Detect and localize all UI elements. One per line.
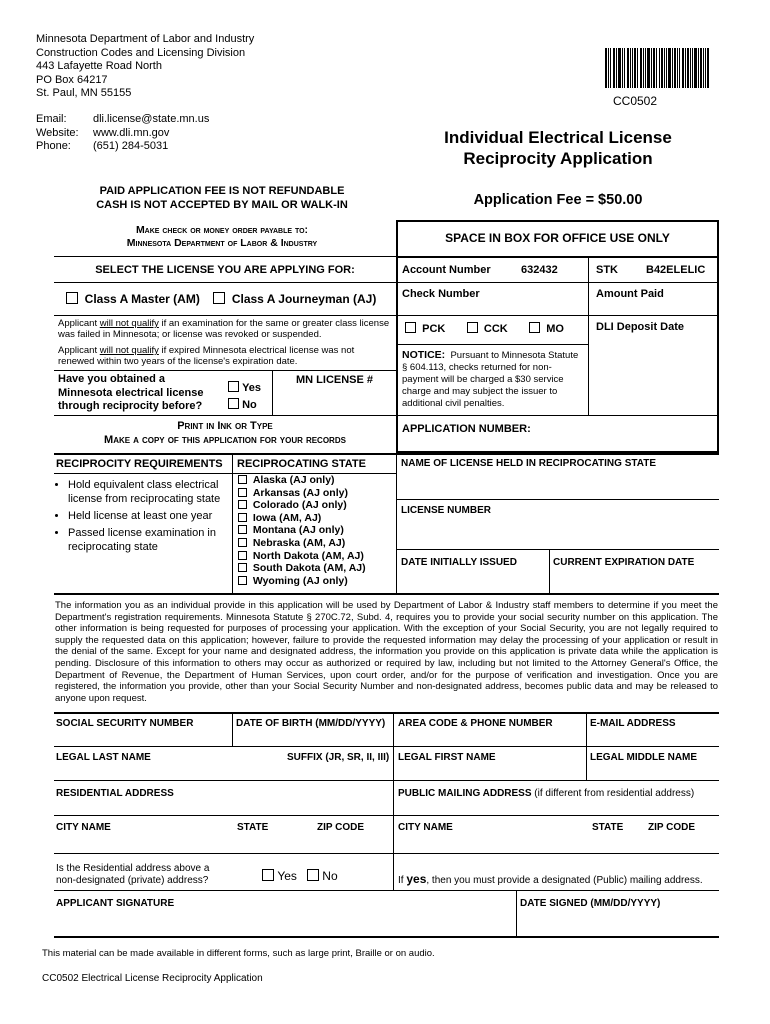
class-a-journeyman-checkbox[interactable] (213, 292, 225, 304)
office-use-box (396, 220, 719, 453)
fee-notice (54, 185, 390, 212)
res-city-field[interactable]: CITY NAME (56, 822, 111, 833)
state-item[interactable] (238, 537, 366, 550)
mail-zip-field[interactable]: ZIP CODE (648, 822, 696, 833)
fee-notice-line: CASH IS NOT ACCEPTED BY MAIL OR WALK-IN (96, 198, 348, 211)
res-state-field[interactable]: STATE (237, 822, 269, 833)
application-fee: Application Fee = $50.00 (473, 192, 643, 208)
license-held-name-field[interactable]: NAME OF LICENSE HELD IN RECIPROCATING STATE (401, 458, 657, 469)
class-a-journeyman-label: Class A Journeyman (AJ) (231, 292, 377, 306)
print-line: Make a copy of this application for your records (104, 434, 346, 446)
requirements-list (54, 478, 230, 557)
requirement-item: • Hold equivalent class electrical license from reciprocating state (68, 478, 230, 506)
state-item[interactable] (238, 524, 366, 537)
state-checkbox[interactable] (238, 551, 247, 560)
contact-block (36, 113, 209, 154)
expiration-date-field[interactable]: CURRENT EXPIRATION DATE (553, 557, 695, 568)
state-item[interactable] (238, 512, 366, 525)
state-checkbox[interactable] (238, 500, 247, 509)
state-checkbox[interactable] (238, 525, 247, 534)
state-item[interactable] (238, 499, 366, 512)
privacy-notice: The information you as an individual provide in this application will be used by Department of Labor & Industry staff members to determine if you meet the Department's registration requirements. Minnesota Statute § 270C.72, Subd. 4, requires you to provide your social security number on this application. The other information is being requested for purposes of processing your application. With the exception of your Social Security, you are not legally required to supply the requested data on this application; however, failure to provide the requested information may delay the processing of your application or result in the denial of the same. Except for your name and designated address, the information you provide on this application is private data while the application is pending. Disclosure of this information to others may occur as authorized or required by law, including but not limited to the Attorney General's Office, the Department of Revenue, the Department of Human Services, upon court order, and/or for the purpose of verification and investigation. Once you are registered, the information you provide, other than your Social Security Number and non-designated address, becomes public data and may be released to anyone upon request. (55, 600, 718, 704)
note-text: if expired Minnesota electrical license was not renewed within two years of the license's expiration date. (58, 345, 355, 367)
form-code: CC0502 (613, 94, 658, 108)
res-zip-field[interactable]: ZIP CODE (317, 822, 365, 833)
requirement-item: • Passed license examination in reciprocating state (68, 526, 230, 554)
state-label: Colorado (AJ only) (252, 499, 347, 512)
mo-checkbox[interactable] (529, 322, 540, 333)
no-label: No (322, 869, 338, 883)
yes-label: Yes (242, 382, 262, 394)
note-text: if an examination for the same or greater class license was failed in Minnesota; or license was revoked or suspended. (58, 318, 390, 340)
license-select-header: SELECT THE LICENSE YOU ARE APPLYING FOR: (95, 264, 355, 276)
state-item[interactable] (238, 487, 366, 500)
note-underline: will not qualify (99, 318, 159, 329)
stk-label: STK (596, 264, 618, 276)
website-link[interactable]: www.dli.mn.gov (93, 126, 170, 139)
mailing-address-note: (if different from residential address) (531, 788, 695, 799)
state-checkbox[interactable] (238, 488, 247, 497)
state-checkbox[interactable] (238, 576, 247, 585)
state-item[interactable] (238, 562, 366, 575)
agency-line: PO Box 64217 (36, 73, 108, 86)
middle-name-field[interactable]: LEGAL MIDDLE NAME (590, 752, 698, 763)
print-instructions (54, 419, 396, 447)
class-a-master-checkbox[interactable] (66, 292, 78, 304)
cck-label: CCK (483, 323, 508, 335)
payable-line: Minnesota Department of Labor & Industry (126, 237, 318, 249)
private-address-question: Is the Residential address above a non-designated (private) address? (56, 863, 210, 886)
check-number-label: Check Number (402, 288, 480, 300)
mail-state-field[interactable]: STATE (592, 822, 624, 833)
instruction-text: , then you must provide a designated (Public) mailing address. (426, 875, 703, 886)
state-label: Arkansas (AJ only) (252, 486, 348, 499)
state-label: Iowa (AM, AJ) (252, 511, 322, 524)
class-a-master-label: Class A Master (AM) (84, 292, 200, 306)
reciprocity-before-options (228, 380, 261, 414)
account-number-value: 632432 (521, 264, 558, 276)
requirement-item: • Held license at least one year (68, 509, 230, 523)
footer-form-name: CC0502 Electrical License Reciprocity Application (42, 973, 263, 984)
accessibility-note: This material can be made available in different forms, such as large print, Braille or on audio. (42, 948, 435, 959)
state-label: South Dakota (AM, AJ) (252, 562, 366, 575)
note-text: Applicant (58, 318, 100, 329)
state-label: Wyoming (AJ only) (252, 574, 348, 587)
public-address-instruction (398, 872, 703, 886)
instruction-text: If (398, 875, 407, 886)
returned-check-notice (402, 349, 584, 410)
title-line: Individual Electrical License (444, 128, 672, 147)
requirements-header: RECIPROCITY REQUIREMENTS (56, 458, 223, 470)
yes-label: Yes (277, 869, 297, 883)
dob-field[interactable]: DATE OF BIRTH (MM/DD/YYYY) (236, 718, 386, 729)
reciprocity-yes-checkbox[interactable] (228, 381, 239, 392)
agency-line: St. Paul, MN 55155 (36, 87, 132, 99)
mo-label: MO (546, 323, 564, 335)
state-label: North Dakota (AM, AJ) (252, 549, 364, 562)
title-line: Reciprocity Application (463, 149, 653, 168)
state-checkbox[interactable] (238, 563, 247, 572)
reciprocity-no-checkbox[interactable] (228, 398, 239, 409)
instruction-yes: yes (406, 872, 427, 886)
fee-notice-line: PAID APPLICATION FEE IS NOT REFUNDABLE (99, 185, 345, 197)
private-yes-checkbox[interactable] (262, 869, 274, 881)
qualification-note-1 (58, 318, 392, 340)
agency-line: 443 Lafayette Road North (36, 60, 162, 72)
note-underline: will not qualify (99, 345, 159, 356)
mailing-address-label: PUBLIC MAILING ADDRESS (398, 788, 532, 799)
license-number-field[interactable]: LICENSE NUMBER (401, 505, 492, 516)
first-name-field[interactable]: LEGAL FIRST NAME (398, 752, 496, 763)
deposit-date-label: DLI Deposit Date (596, 321, 685, 333)
notice-text: Pursuant to Minnesota Statute § 604.113, checks returned for non-payment will be charged a $30 service charge and may subject the issuer to additional civil penalties. (402, 350, 579, 409)
state-label: Montana (AJ only) (252, 524, 344, 537)
mn-license-label: MN LICENSE # (296, 374, 374, 386)
notice-label: NOTICE: (402, 349, 446, 361)
mailing-address-field[interactable] (398, 788, 694, 799)
phone-label: Phone: (36, 140, 71, 152)
private-address-options (262, 869, 338, 883)
state-label: Alaska (AJ only) (252, 474, 335, 486)
pck-checkbox[interactable] (405, 322, 416, 333)
amount-paid-label: Amount Paid (596, 288, 664, 300)
states-list (238, 474, 366, 587)
reciprocity-before-question: Have you obtained a Minnesota electrical license through reciprocity before? (58, 373, 204, 412)
payment-type-options (405, 322, 564, 335)
email-link[interactable]: dli.license@state.mn.us (93, 113, 210, 125)
license-options (66, 292, 376, 306)
website-label: Website: (36, 126, 79, 139)
state-item[interactable] (238, 575, 366, 588)
print-line: Print in Ink or Type (177, 420, 273, 432)
office-use-header: SPACE IN BOX FOR OFFICE USE ONLY (445, 231, 670, 245)
private-no-checkbox[interactable] (307, 869, 319, 881)
ssn-field[interactable]: SOCIAL SECURITY NUMBER (56, 718, 194, 729)
email-label: Email: (36, 113, 67, 125)
no-label: No (242, 399, 257, 411)
date-issued-field[interactable]: DATE INITIALLY ISSUED (401, 557, 517, 568)
state-item[interactable] (238, 474, 366, 487)
state-checkbox[interactable] (238, 538, 247, 547)
application-number-label: APPLICATION NUMBER: (402, 423, 531, 435)
signature-field[interactable]: APPLICANT SIGNATURE (56, 898, 175, 909)
state-label: Nebraska (AM, AJ) (252, 536, 346, 549)
phone-number: (651) 284-5031 (93, 140, 169, 152)
agency-line: Construction Codes and Licensing Division (36, 46, 246, 59)
pck-label: PCK (422, 323, 446, 335)
state-checkbox[interactable] (238, 475, 247, 484)
stk-value: B42ELELIC (646, 264, 706, 276)
payable-line: Make check or money order payable to: (135, 224, 309, 236)
suffix-field[interactable]: SUFFIX (JR, SR, II, III) (287, 752, 390, 763)
reciprocating-state-header: RECIPROCATING STATE (237, 458, 366, 470)
residential-address-field[interactable]: RESIDENTIAL ADDRESS (56, 788, 174, 799)
qualification-note-2 (58, 345, 392, 367)
phone-field[interactable]: AREA CODE & PHONE NUMBER (398, 718, 553, 729)
state-item[interactable] (238, 550, 366, 563)
date-signed-field[interactable]: DATE SIGNED (MM/DD/YYYY) (520, 898, 661, 909)
agency-address (36, 33, 254, 101)
mail-city-field[interactable]: CITY NAME (398, 822, 453, 833)
state-checkbox[interactable] (238, 513, 247, 522)
payable-to (54, 224, 390, 250)
barcode-icon (605, 48, 709, 88)
account-number-label: Account Number (402, 264, 491, 276)
email-field[interactable]: E-MAIL ADDRESS (590, 718, 676, 729)
cck-checkbox[interactable] (467, 322, 478, 333)
last-name-field[interactable]: LEGAL LAST NAME (56, 752, 151, 763)
note-text: Applicant (58, 345, 100, 356)
agency-line: Minnesota Department of Labor and Industry (36, 33, 255, 45)
page-title (400, 127, 716, 169)
